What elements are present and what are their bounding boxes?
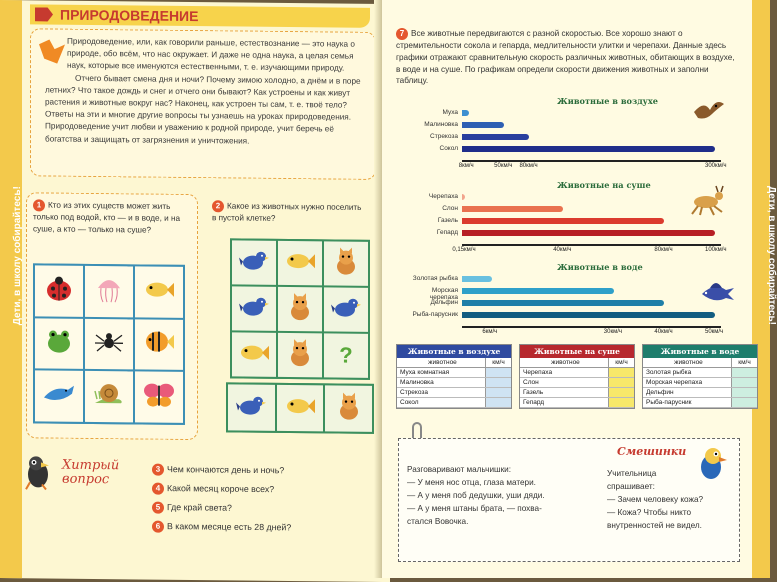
tricky-question-title [62, 459, 119, 488]
cat-icon [286, 292, 314, 325]
snail-icon [93, 381, 125, 412]
category-label: Рыба-парусник [412, 311, 458, 318]
grid-cell [85, 266, 133, 317]
cat-icon [335, 392, 363, 425]
jellyfish-icon [94, 274, 124, 309]
grid-cell [232, 240, 276, 284]
fish-icon [284, 393, 316, 422]
table-row [643, 388, 757, 398]
animal-cell: Газель [523, 389, 544, 396]
number-badge: 7 [396, 28, 408, 40]
category-label: Малиновка [424, 121, 458, 128]
grid-cell [135, 319, 183, 370]
left-side-label: Дети, в школу собирайтесь! [12, 186, 24, 326]
tick-label: 40км/ч [654, 329, 673, 335]
animal-cell: Слон [523, 379, 539, 386]
fish-icon [284, 248, 316, 277]
grid-cell [232, 286, 276, 330]
antelope-icon [690, 186, 726, 221]
speed-input-cell[interactable] [485, 378, 511, 387]
column-header: животное [551, 359, 580, 366]
grid-cell [324, 333, 368, 377]
question-mark: ? [339, 342, 353, 368]
tick-label: 50км/ч [705, 329, 724, 335]
category-label: Золотая рыбка [412, 275, 458, 282]
tricky-item-text: Какой месяц короче всех? [167, 483, 275, 495]
animal-cell: Золотая рыбка [646, 369, 692, 376]
page-title: ПРИРОДОВЕДЕНИЕ [60, 6, 199, 25]
chart-title: Животные на суше [557, 180, 651, 190]
column-header: животное [428, 359, 457, 366]
table-row [643, 368, 757, 378]
tick-label: 50км/ч [494, 163, 513, 169]
intro-paragraph: Природоведение, или, как говорили раньше, естествознание — это наука о природе, обо всём, что нас окружает. И даже не одна наука, а целая семья наук, которые все именуются естественными, т. е. изучающими природу. [67, 36, 355, 74]
joke-line: Учительница [607, 469, 657, 478]
table-row [643, 398, 757, 408]
bar [462, 288, 614, 294]
column-header: км/ч [608, 358, 634, 367]
tricky-question-list [152, 464, 291, 541]
tick-label: 100км/ч [705, 247, 727, 253]
table-header-row [397, 358, 511, 368]
speed-input-cell[interactable] [731, 388, 757, 397]
column-header: животное [674, 359, 703, 366]
animal-cell: Черепаха [523, 369, 553, 376]
joke-line: — А у меня поб дедушки, уши дяди. [407, 491, 545, 500]
speed-table [519, 344, 635, 409]
tricky-item [152, 521, 291, 541]
grid-cell [278, 333, 322, 377]
tick-label: 40км/ч [553, 247, 572, 253]
animals-grid-2 [230, 238, 370, 379]
animal-cell: Малиновка [400, 379, 434, 386]
animal-cell: Дельфин [646, 389, 674, 396]
joke-line: Разговаривают мальчишки: [407, 465, 512, 474]
tick-label: 80км/ч [654, 247, 673, 253]
bar [462, 134, 529, 140]
bar [462, 122, 504, 128]
animal-cell: Морская черепаха [646, 379, 703, 386]
x-axis [462, 326, 721, 328]
table-row [520, 398, 634, 408]
chart-title: Животные в воздухе [557, 96, 659, 106]
speed-input-cell[interactable] [485, 398, 511, 407]
cat-icon [286, 338, 314, 371]
table-row [397, 388, 511, 398]
cat-icon [332, 247, 360, 280]
header-arrow-icon [35, 7, 53, 21]
right-side-label: Дети, в школу собирайтесь! [766, 185, 777, 326]
table-header-row [520, 358, 634, 368]
marlin-icon [698, 278, 734, 309]
speed-input-cell[interactable] [731, 368, 757, 377]
table-row [397, 398, 511, 408]
category-label: Муха [442, 109, 458, 116]
number-badge: 2 [212, 200, 224, 212]
bird-icon [239, 293, 269, 324]
table-row [397, 378, 511, 388]
joke-1 [407, 463, 607, 528]
speed-table [396, 344, 512, 409]
tick-label: 0,15км/ч [452, 247, 476, 253]
table-row [520, 368, 634, 378]
tricky-item [152, 464, 291, 484]
section-header [30, 4, 370, 28]
x-axis [462, 244, 721, 246]
speed-input-cell[interactable] [731, 398, 757, 407]
ladybug-icon [44, 274, 74, 307]
speed-input-cell[interactable] [485, 388, 511, 397]
jokes-title: Смешинки [617, 445, 687, 458]
grid-cell [278, 241, 322, 285]
column-header: км/ч [485, 358, 511, 367]
grid-cell [228, 384, 275, 430]
tick-label: 300км/ч [705, 163, 727, 169]
grid-cell [35, 371, 83, 422]
dolphin-icon [42, 382, 76, 411]
category-label: Дельфин [430, 299, 458, 306]
grid-cell [278, 287, 322, 331]
grid-cell [135, 266, 183, 317]
joke-line: спрашивает: [607, 482, 655, 491]
table-title: Животные в воде [643, 345, 757, 358]
category-label: Газель [437, 217, 458, 224]
category-label: Сокол [439, 145, 458, 152]
question-2-box [206, 194, 374, 442]
spider-icon [94, 327, 124, 360]
grid-cell [35, 265, 83, 316]
speed-input-cell[interactable] [608, 398, 634, 407]
table-header-row [643, 358, 757, 368]
bar [462, 146, 715, 152]
tick-label: 6км/ч [482, 329, 498, 335]
grid-cell [324, 287, 368, 331]
category-label: Гепард [436, 229, 458, 236]
bird-icon [236, 392, 266, 423]
category-label: Черепаха [428, 193, 458, 200]
intro-box [30, 28, 376, 180]
grid-cell [324, 241, 368, 285]
grid-cell [277, 385, 324, 431]
joke-line: — У меня нос отца, глаза матери. [407, 478, 536, 487]
task-7-text: Все животные передвигаются с разной скоростью. Все хорошо знают о стремительности сокола и гепарда, медлительности улитки и черепахи. Данные здесь графики отражают сравнительную скорость различных животных, обитающих в воздухе, в воде и на суше. По графикам определи скорости движения животных и заполни таблицу. [396, 29, 735, 86]
bird-icon [331, 294, 361, 325]
tricky-title-line: вопрос [62, 471, 110, 488]
joke-line: — Кожа? Чтобы никто [607, 508, 692, 517]
category-label: Стрекоза [430, 133, 458, 140]
number-badge: 1 [33, 199, 45, 211]
joke-2 [607, 467, 737, 532]
animal-cell: Стрекоза [400, 389, 428, 396]
bar [462, 300, 664, 306]
number-badge: 3 [152, 464, 164, 476]
x-axis [462, 160, 721, 162]
tick-label: 80км/ч [519, 163, 538, 169]
butterfly-icon [143, 381, 175, 414]
speed-table [642, 344, 758, 409]
bird-icon [239, 247, 269, 278]
animal-cell: Рыба-парусник [646, 399, 692, 406]
chart-title: Животные в воде [557, 262, 643, 272]
number-badge: 5 [152, 502, 164, 514]
question-1-text: Кто из этих существ может жить только под водой, кто — и в воде, и на суше, а кто — только на суше? [33, 200, 181, 235]
tropical-fish-icon [143, 328, 175, 361]
table-title: Животные в воздухе [397, 345, 511, 358]
speed-input-cell[interactable] [485, 368, 511, 377]
tricky-item-text: Чем кончаются день и ночь? [167, 464, 285, 476]
fish-icon [238, 340, 270, 369]
frog-icon [44, 327, 74, 360]
question-1-box [26, 192, 198, 440]
number-badge: 4 [152, 483, 164, 495]
bar [462, 276, 492, 282]
bar [462, 206, 563, 212]
fish-icon [143, 277, 175, 306]
joke-line: внутренностей не видел. [607, 521, 702, 530]
joke-line: — А у меня штаны брата, — похва- [407, 504, 542, 513]
speed-input-cell[interactable] [731, 378, 757, 387]
jokes-box [398, 438, 740, 562]
animal-cell: Муха комнатная [400, 369, 450, 376]
category-label: Слон [442, 205, 458, 212]
bar [462, 218, 664, 224]
parrot-icon [22, 452, 54, 490]
speed-input-cell[interactable] [608, 388, 634, 397]
tricky-item [152, 502, 291, 522]
table-row [643, 378, 757, 388]
joke-line: стался Вовочка. [407, 517, 469, 526]
intro-text [45, 35, 371, 148]
tricky-item-text: Где край света? [167, 502, 232, 513]
tick-label: 8км/ч [458, 163, 474, 169]
intro-paragraph: Отчего бывает смена дня и ночи? Почему зимою холодно, а днём и в поре летних? Что такое дождь и снег и отчего они бывают? Как устроены и как живут растения и животные вокруг нас? Наконец, как устроен ты сам, т. е. твоё тело? Ответы на эти и многие другие вопросы ты узнаешь на уроках природоведения. Природоведение учит любви и уважению к родной природе, учит беречь её богатства и защищать от загрязнения и уничтожения. [45, 73, 361, 146]
task-7 [396, 28, 740, 87]
table-title: Животные на суше [520, 345, 634, 358]
tick-label: 30км/ч [603, 329, 623, 335]
bar [462, 230, 715, 236]
question-2-text: Какое из животных нужно поселить в пустой клетке? [212, 201, 362, 223]
table-row [397, 368, 511, 378]
animal-cell: Сокол [400, 399, 419, 406]
bar [462, 312, 715, 318]
grid-cell [135, 372, 183, 423]
animal-cell: Гепард [523, 399, 545, 406]
table-row [520, 378, 634, 388]
grid-cell [85, 371, 133, 422]
number-badge: 6 [152, 521, 164, 533]
grid-cell [85, 319, 133, 370]
bar [462, 110, 469, 116]
category-label: Морская черепаха [429, 287, 458, 301]
animals-grid-2-choices [226, 382, 374, 434]
speed-input-cell[interactable] [608, 378, 634, 387]
bird-icon [692, 98, 726, 129]
joke-line: — Зачем человеку кожа? [607, 495, 704, 504]
question-2 [212, 200, 368, 225]
table-row [520, 388, 634, 398]
question-1 [33, 199, 193, 236]
tricky-title-line: Хитрый [62, 457, 120, 474]
grid-cell [35, 318, 83, 369]
column-header: км/ч [731, 358, 757, 367]
grid-cell [232, 332, 276, 376]
speed-input-cell[interactable] [608, 368, 634, 377]
tricky-item-text: В каком месяце есть 28 дней? [167, 521, 292, 533]
tricky-item [152, 483, 291, 503]
animals-grid-1 [33, 263, 185, 425]
grid-cell [325, 385, 372, 431]
